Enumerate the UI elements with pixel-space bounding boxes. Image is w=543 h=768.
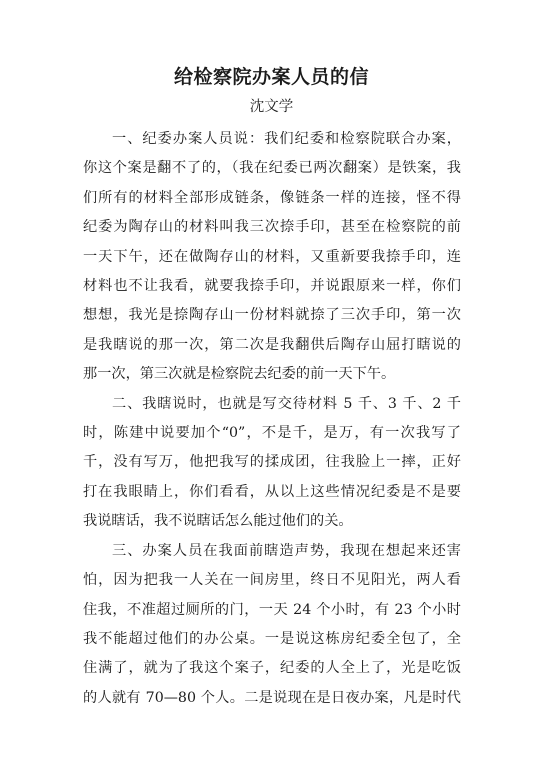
text-line: 打在我眼睛上，你们看看，从以上这些情况纪委是不是要 (83, 483, 461, 500)
text-line: 我不能超过他们的办公桌。一是说这栋房纪委全包了，全 (83, 630, 461, 647)
paragraph-3 (83, 537, 461, 713)
text-line: 想想，我光是捺陶存山一份材料就捺了三次手印，第一次 (83, 307, 461, 324)
document-title: 给检察院办案人员的信 (173, 66, 369, 88)
text-line: 怕，因为把我一人关在一间房里，终日不见阳光，两人看 (83, 572, 461, 589)
text-line: 那一次，第三次就是检察院去纪委的前一天下午。 (83, 366, 396, 383)
text-line: 住我，不准超过厕所的门，一天 24 个小时，有 23 个小时 (83, 601, 461, 618)
text-line: 二、我瞎说时，也就是写交待材料 5 千、3 千、2 千 (112, 395, 461, 412)
document-author: 沈文学 (249, 99, 294, 115)
paragraph-1 (83, 125, 461, 390)
text-line: 千，没有写万，他把我写的揉成团，往我脸上一摔，正好 (83, 454, 461, 471)
text-line: 时，陈建中说要加个“0”，不是千，是万，有一次我写了 (83, 425, 461, 442)
text-line: 是我瞎说的那一次，第二次是我翻供后陶存山屈打瞎说的 (83, 336, 461, 353)
document-body (83, 125, 461, 713)
text-line: 一、纪委办案人员说：我们纪委和检察院联合办案， (112, 131, 461, 147)
text-line: 三、办案人员在我面前瞎造声势，我现在想起来还害 (112, 542, 461, 559)
text-line: 的人就有 70—80 个人。二是说现在是日夜办案，凡是时代 (83, 689, 461, 706)
text-line: 材料也不让我看，就要我捺手印，并说跟原来一样，你们 (83, 278, 461, 295)
paragraph-2 (83, 390, 461, 537)
text-line: 你这个案是翻不了的，（我在纪委已两次翻案）是铁案，我 (83, 160, 461, 177)
text-line: 们所有的材料全部形成链条，像链条一样的连接，怪不得 (83, 189, 461, 206)
text-line: 一天下午，还在做陶存山的材料，又重新要我捺手印，连 (83, 248, 461, 265)
text-line: 纪委为陶存山的材料叫我三次捺手印，甚至在检察院的前 (83, 219, 461, 236)
text-line: 我说瞎话，我不说瞎话怎么能过他们的关。 (83, 513, 353, 530)
text-line: 住满了，就为了我这个案子，纪委的人全上了，光是吃饭 (83, 660, 461, 677)
